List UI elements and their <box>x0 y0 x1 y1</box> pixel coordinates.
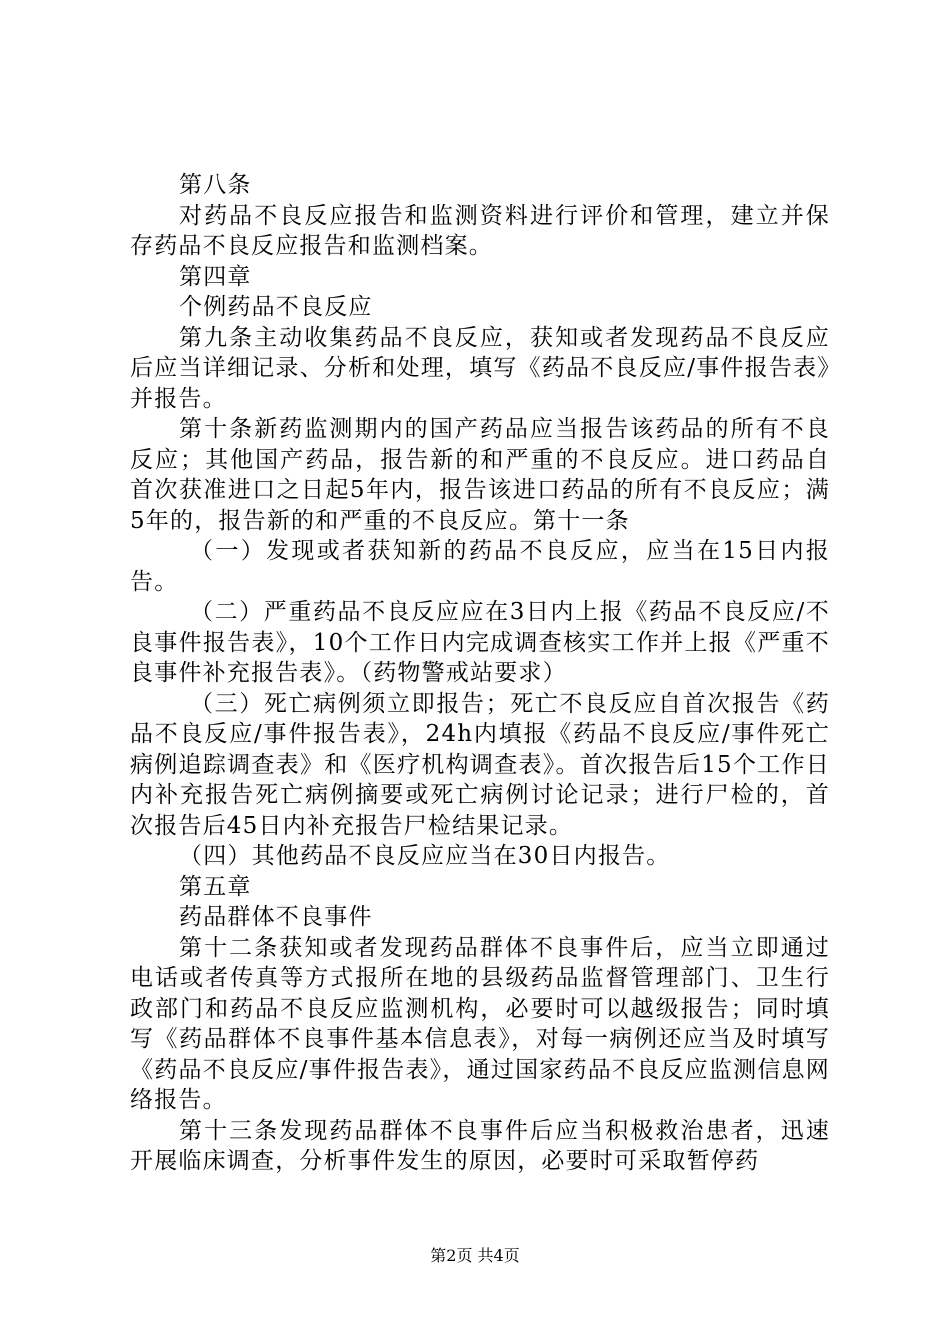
chapter-4-title: 个例药品不良反应 <box>179 294 373 320</box>
item-3-text: （三）死亡病例须立即报告；死亡不良反应自首次报告《药品不良反应/事件报告表》，24h内填报《药品不良反应/事件死亡病例追踪调查表》和《医疗机构调查表》。首次报告后15个工作日内补充报告死亡病例摘要或死亡病例讨论记录；进行尸检的，首次报告后45日内补充报告尸检结果记录。 <box>130 690 830 839</box>
item-1-text: （一）发现或者获知新的药品不良反应，应当在15日内报告。 <box>130 538 830 595</box>
article-12-text: 第十二条获知或者发现药品群体不良事件后，应当立即通过电话或者传真等方式报所在地的县级药品监督管理部门、卫生行政部门和药品不良反应监测机构，必要时可以越级报告；同时填写《药品群体不良事件基本信息表》，对每一病例还应当及时填写《药品不良反应/事件报告表》，通过国家药品不良反应监测信息网络报告。 <box>130 934 830 1113</box>
chapter-5-heading: 第五章 <box>179 873 252 900</box>
document-body <box>130 170 830 1177</box>
article-13-text: 第十三条发现药品群体不良事件后应当积极救治患者，迅速开展临床调查，分析事件发生的原因，必要时可采取暂停药 <box>130 1117 830 1174</box>
chapter-4-heading: 第四章 <box>179 263 252 290</box>
article-8-heading: 第八条 <box>179 172 252 198</box>
item-2-text: （二）严重药品不良反应应在3日内上报《药品不良反应/不良事件报告表》，10个工作日内完成调查核实工作并上报《严重不良事件补充报告表》。（药物警戒站要求） <box>130 599 830 686</box>
item-4-text: （四）其他药品不良反应应当在30日内报告。 <box>179 843 671 869</box>
article-8-text: 对药品不良反应报告和监测资料进行评价和管理，建立并保存药品不良反应报告和监测档案。 <box>130 202 830 259</box>
article-10-text: 第十条新药监测期内的国产药品应当报告该药品的所有不良反应；其他国产药品，报告新的和严重的不良反应。进口药品自首次获准进口之日起5年内，报告该进口药品的所有不良反应；满5年的，报告新的和严重的不良反应。第十一条 <box>130 416 830 534</box>
chapter-5-title: 药品群体不良事件 <box>179 904 373 930</box>
article-9-text: 第九条主动收集药品不良反应，获知或者发现药品不良反应后应当详细记录、分析和处理，填写《药品不良反应/事件报告表》并报告。 <box>130 324 830 412</box>
page-footer: 第2页 共4页 <box>430 1246 520 1265</box>
